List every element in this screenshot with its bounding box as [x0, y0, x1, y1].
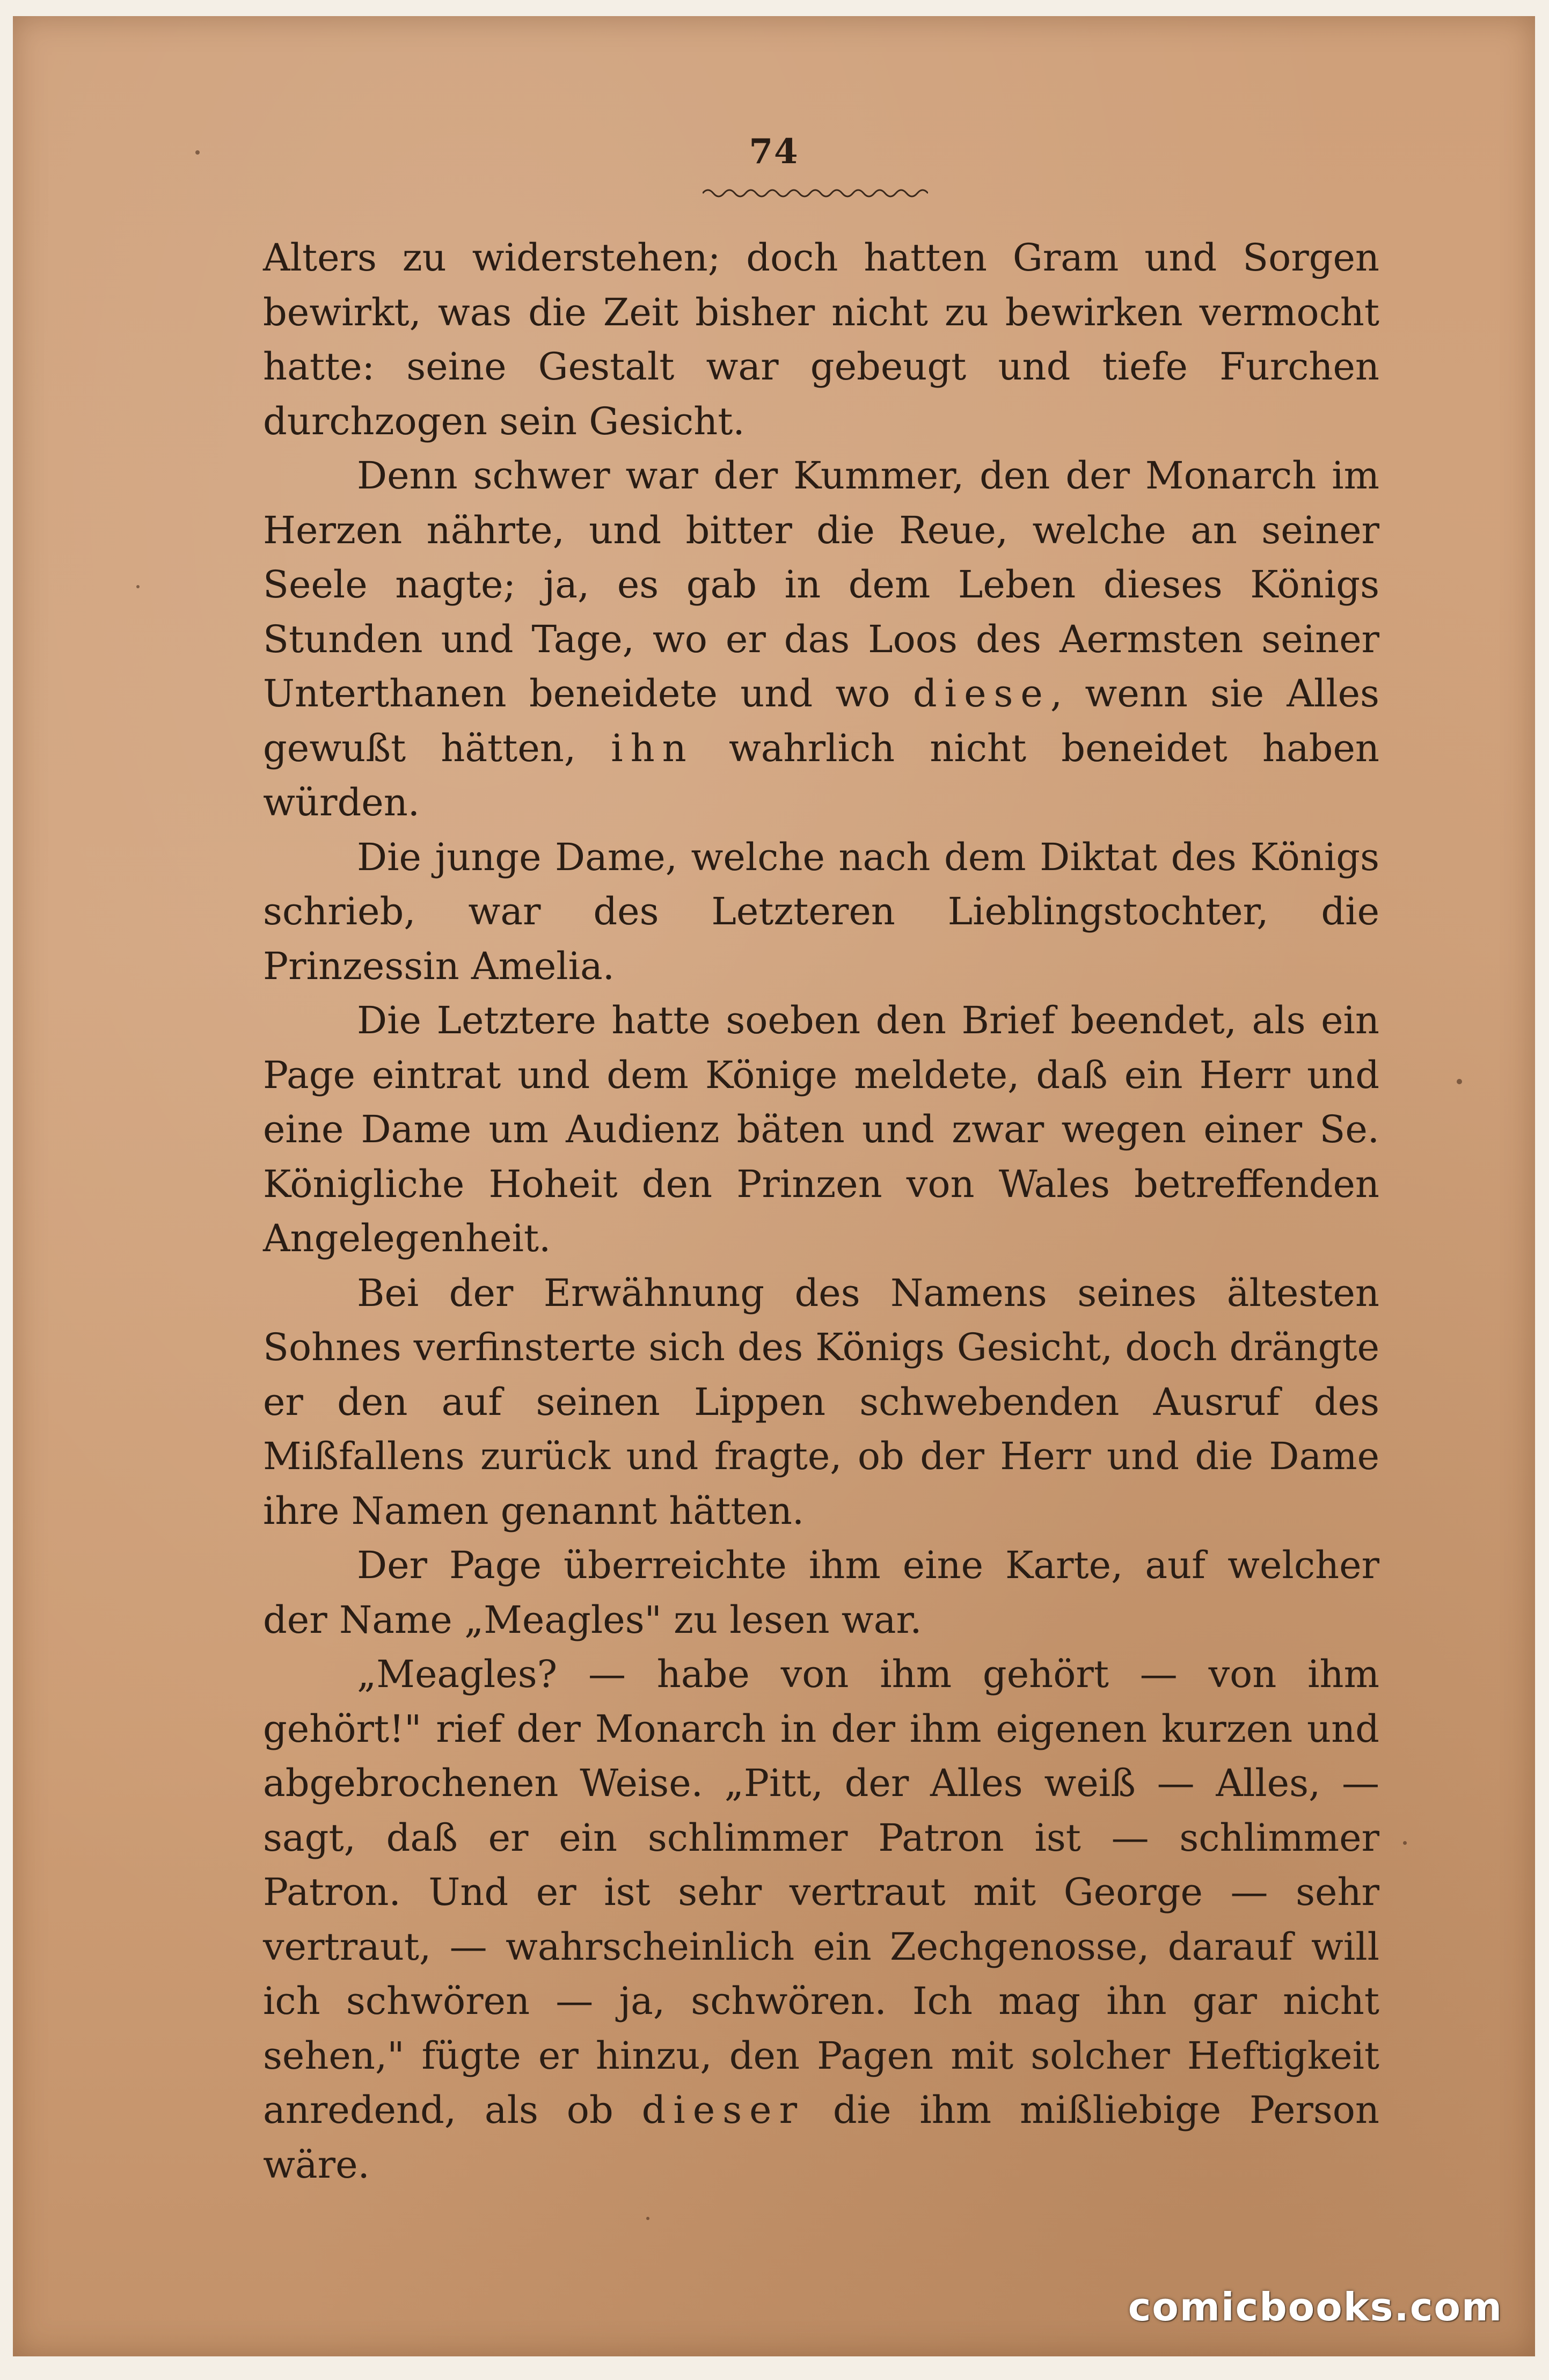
text-segment: wahrlich nicht beneidet haben würden. [263, 726, 1380, 824]
paragraph [263, 994, 1379, 1266]
emphasized-word: dieser [641, 2088, 805, 2132]
emphasized-word: diese [912, 671, 1050, 716]
text-segment: Bei der Erwähnung des Namens seines ältesten Sohnes verfinsterte sich des Königs Gesicht, doch drängte er den auf seinen Lippen schwebenden Ausruf des Mißfallens zurück und fragte, ob der Herr und die Dame ihre Namen genannt hätten. [263, 1271, 1379, 1533]
text-segment: Die junge Dame, welche nach dem Diktat des Königs schrieb, war des Letzteren Lieblingstochter, die Prinzessin Amelia. [263, 835, 1379, 988]
text-segment: Alters zu widerstehen; doch hatten Gram und Sorgen bewirkt, was die Zeit bisher nicht zu bewirken vermocht hatte: seine Gestalt war gebeugt und tiefe Furchen durchzogen sein Gesicht. [263, 236, 1379, 443]
text-segment: Der Page überreichte ihm eine Karte, auf welcher der Name „Meagles" zu lesen war. [263, 1543, 1379, 1642]
paragraph [263, 231, 1379, 449]
paper-speck [1457, 1079, 1462, 1084]
text-segment: die ihm mißliebige Person wäre. [263, 2088, 1379, 2187]
paper-speck [1403, 1841, 1407, 1845]
book-page [13, 16, 1535, 2356]
page-number: 74 [749, 132, 799, 172]
text-segment: „Meagles? — habe von ihm gehört — von ihm gehört!" rief der Monarch in der ihm eigenen kurzen und abgebrochenen Weise. „Pitt, der Alles weiß — Alles, — sagt, daß er ein schlimmer Patron ist — schlimmer Patron. Und er ist sehr vertraut mit George — sehr vertraut, — wahrscheinlich ein Zechgenosse, darauf will ich schwören — ja, schwören. Ich mag ihn gar nicht sehen," fügte er hinzu, den Pagen mit solcher Heftigkeit anredend, als ob [263, 1652, 1379, 2132]
paragraph [263, 449, 1379, 830]
paper-speck [136, 585, 140, 588]
emphasized-word: ihn [611, 726, 694, 770]
paragraph [263, 1538, 1379, 1647]
watermark-text: comicbooks.com [1128, 2284, 1503, 2330]
paper-speck [646, 2217, 649, 2220]
text-segment: Die Letztere hatte soeben den Brief beendet, als ein Page eintrat und dem Könige meldete, daß ein Herr und eine Dame um Audienz bäten und zwar wegen einer Se. Königliche Hoheit den Prinzen von Wales betreffenden Angelegenheit. [263, 998, 1379, 1260]
paper-speck [195, 150, 200, 155]
paragraph [263, 1647, 1379, 2192]
paragraph [263, 830, 1379, 994]
text-segment: Denn schwer war der Kummer, den der Monarch im Herzen nährte, und bitter die Reue, welche an seiner Seele nagte; ja, es gab in dem Leben dieses Königs Stunden und Tage, wo er das Loos des Aermsten seiner Unterthanen beneidete und wo [263, 454, 1379, 716]
wavy-ornament-line [703, 185, 928, 201]
body-text [263, 231, 1379, 2192]
paragraph [263, 1266, 1379, 1539]
text-segment: , wenn sie Alles gewußt hätten, [263, 671, 1379, 770]
